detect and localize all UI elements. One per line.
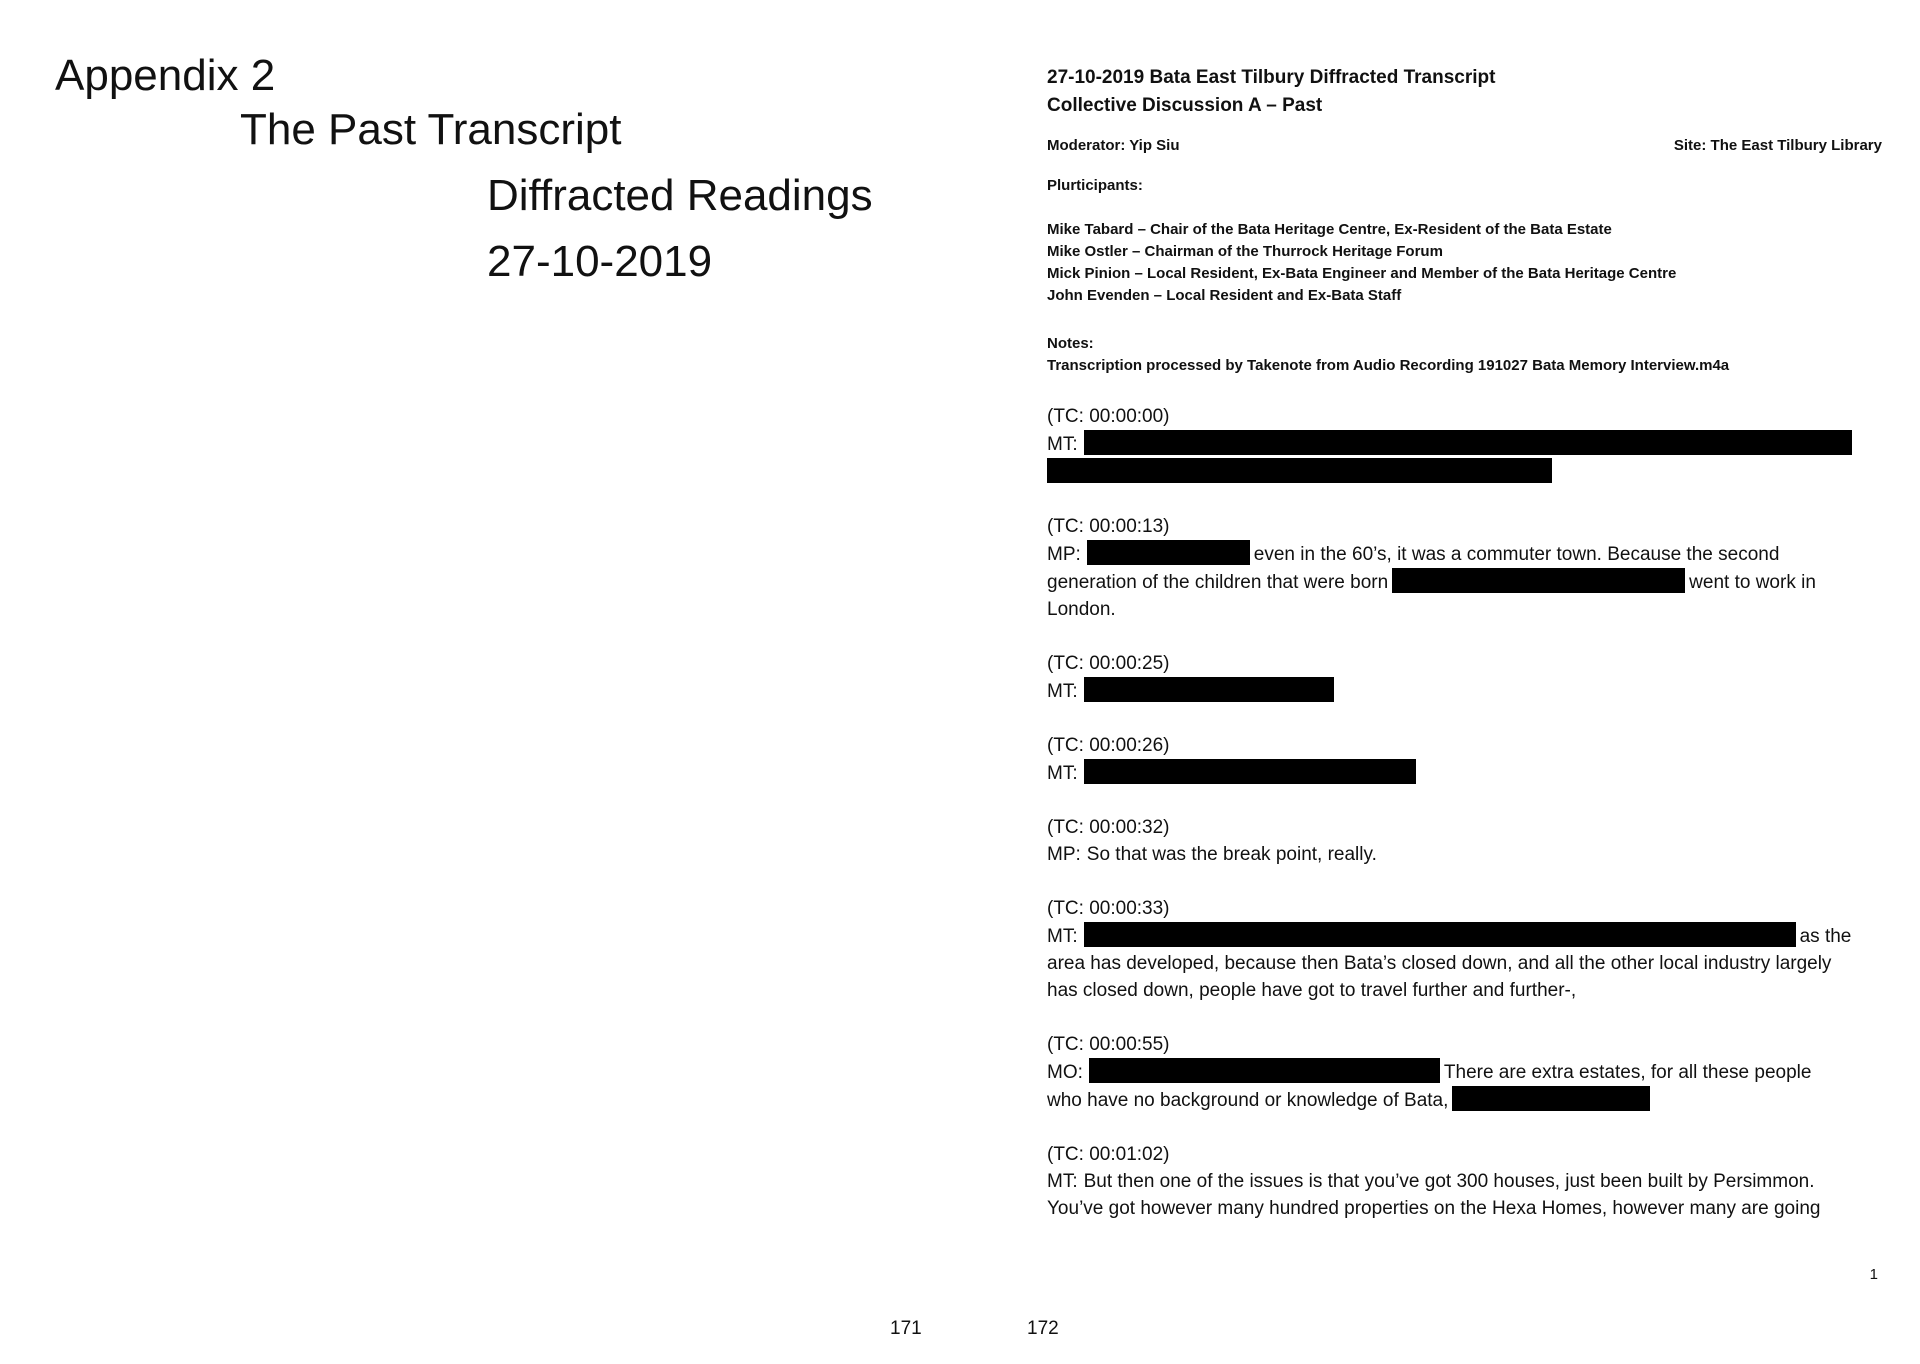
transcript-text: who have no background or knowledge of Bata, — [1047, 1090, 1449, 1111]
speaker: MT: — [1047, 681, 1078, 702]
timecode: (TC: 00:00:00) — [1047, 406, 1170, 427]
transcript-text: So that was the break point, really. — [1086, 844, 1377, 865]
transcript-entry — [1047, 895, 1882, 1004]
left-page-number: 171 — [890, 1318, 922, 1339]
timecode: (TC: 00:00:33) — [1047, 898, 1170, 919]
transcript-document — [1047, 64, 1882, 1249]
notes-label: Notes: — [1047, 335, 1094, 352]
speaker: MO: — [1047, 1062, 1083, 1083]
participant: Mick Pinion – Local Resident, Ex-Bata Engineer and Member of the Bata Heritage Centre — [1047, 265, 1677, 282]
participant: Mike Tabard – Chair of the Bata Heritage Centre, Ex-Resident of the Bata Estate — [1047, 221, 1612, 238]
transcript-text: as the — [1799, 926, 1852, 947]
redaction-bar — [1087, 540, 1250, 565]
title-line-appendix: Appendix 2 — [55, 51, 276, 100]
speaker: MT: — [1047, 926, 1078, 947]
timecode: (TC: 00:00:25) — [1047, 653, 1170, 674]
redaction-bar — [1089, 1058, 1440, 1083]
transcript-entry — [1047, 650, 1882, 705]
transcript-text: There are extra estates, for all these people — [1443, 1062, 1812, 1083]
redaction-bar — [1047, 458, 1552, 483]
participants-label: Plurticipants: — [1047, 177, 1143, 194]
redaction-bar — [1084, 759, 1416, 784]
participant: Mike Ostler – Chairman of the Thurrock Heritage Forum — [1047, 243, 1443, 260]
speaker: MT: — [1047, 1171, 1078, 1192]
title-line-date: 27-10-2019 — [487, 237, 713, 286]
timecode: (TC: 00:00:32) — [1047, 817, 1170, 838]
transcript-text: But then one of the issues is that you’ve got 300 houses, just been built by Persimmon. — [1083, 1171, 1815, 1192]
moderator: Moderator: Yip Siu — [1047, 137, 1180, 154]
redaction-bar — [1084, 430, 1852, 455]
transcript — [1047, 403, 1882, 1222]
transcript-entry — [1047, 1031, 1882, 1114]
speaker: MT: — [1047, 763, 1078, 784]
timecode: (TC: 00:00:55) — [1047, 1034, 1170, 1055]
participants-list — [1047, 219, 1882, 307]
transcript-text: has closed down, people have got to travel further and further-, — [1047, 980, 1577, 1001]
notes — [1047, 333, 1882, 377]
timecode: (TC: 00:00:26) — [1047, 735, 1170, 756]
transcript-entry — [1047, 513, 1882, 623]
speaker: MP: — [1047, 844, 1081, 865]
title-line-diffracted-readings: Diffracted Readings — [487, 171, 873, 220]
title-line-past-transcript: The Past Transcript — [240, 105, 622, 154]
right-page-number: 172 — [1027, 1318, 1059, 1339]
timecode: (TC: 00:00:13) — [1047, 516, 1170, 537]
transcript-entry — [1047, 1141, 1882, 1222]
transcript-entry — [1047, 403, 1882, 486]
timecode: (TC: 00:01:02) — [1047, 1144, 1170, 1165]
transcript-entry — [1047, 814, 1882, 868]
transcript-text: You’ve got however many hundred properties on the Hexa Homes, however many are going — [1047, 1198, 1821, 1219]
transcript-text: generation of the children that were born — [1047, 572, 1389, 593]
redaction-bar — [1452, 1086, 1650, 1111]
redaction-bar — [1392, 568, 1685, 593]
document-subtitle: Collective Discussion A – Past — [1047, 95, 1323, 116]
participant: John Evenden – Local Resident and Ex-Bata Staff — [1047, 287, 1402, 304]
meta-row — [1047, 137, 1882, 161]
document-page-number: 1 — [1869, 1266, 1878, 1283]
redaction-bar — [1084, 922, 1796, 947]
speaker: MT: — [1047, 434, 1078, 455]
notes-text: Transcription processed by Takenote from Audio Recording 191027 Bata Memory Interview.m4a — [1047, 357, 1730, 374]
redaction-bar — [1084, 677, 1334, 702]
transcript-text: even in the 60’s, it was a commuter town. Because the second — [1253, 544, 1780, 565]
transcript-entry — [1047, 732, 1882, 787]
site: Site: The East Tilbury Library — [1673, 137, 1882, 154]
transcript-text: area has developed, because then Bata’s closed down, and all the other local industry largely — [1047, 953, 1832, 974]
speaker: MP: — [1047, 544, 1081, 565]
transcript-text: went to work in — [1689, 572, 1816, 593]
document-title: 27-10-2019 Bata East Tilbury Diffracted Transcript — [1047, 67, 1496, 88]
transcript-text: London. — [1047, 599, 1116, 620]
